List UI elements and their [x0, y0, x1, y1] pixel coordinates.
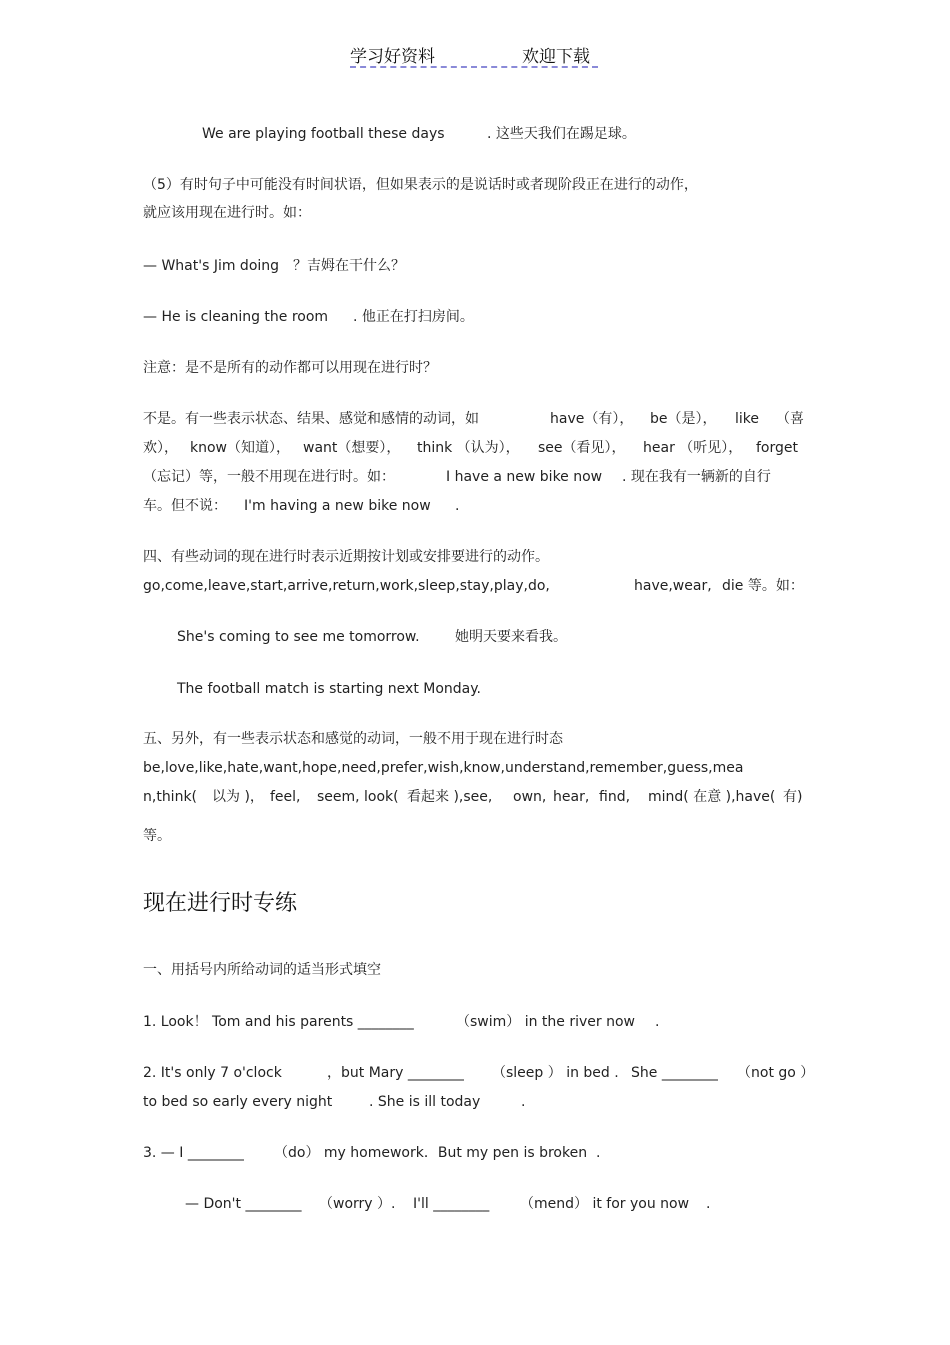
text-run: . 他正在打扫房间。	[353, 309, 474, 325]
text-run: She ________	[631, 1065, 718, 1081]
text-run: 一、用括号内所给动词的适当形式填空	[143, 962, 381, 978]
text-run: （worry ）.	[319, 1196, 396, 1212]
text-run: see（看见），	[538, 440, 626, 456]
text-run: 就应该用现在进行时。如：	[143, 205, 311, 221]
text-run: go,come,leave,start,arrive,return,work,sleep,stay,play,do,	[143, 578, 550, 594]
text-run: know（知道），	[190, 440, 290, 456]
text-run: （swim） in the river now	[456, 1014, 635, 1030]
text-run: ，but Mary ________	[327, 1065, 464, 1081]
text-run: We are playing football these days	[202, 126, 445, 142]
text-run: — What's Jim doing	[143, 258, 280, 274]
text-run: （mend） it for you now	[520, 1196, 690, 1212]
text-run: . 现在我有一辆新的自行	[622, 469, 771, 485]
text-run: （喜	[776, 411, 804, 427]
text-run: 3. — I ________	[143, 1145, 244, 1161]
text-run: own,	[513, 789, 547, 805]
text-run: She's coming to see me tomorrow.	[177, 629, 420, 645]
text-run: 注意：是不是所有的动作都可以用现在进行时？	[143, 360, 437, 376]
text-run: hear （听见），	[643, 440, 743, 456]
text-run: seem,	[317, 789, 360, 805]
text-run: 五、另外，有一些表示状态和感觉的动词，一般不用于现在进行时态	[143, 731, 563, 747]
text-run: 以为 )，	[212, 789, 264, 805]
text-run: 看起来 ),see,	[407, 789, 493, 805]
text-run: forget	[756, 440, 798, 456]
text-run: — He is cleaning the room	[143, 309, 329, 325]
text-run: mind( 在意 ),have(	[648, 789, 776, 805]
text-run: have,wear,	[634, 578, 712, 594]
text-run: 欢），	[143, 440, 178, 456]
text-run: I'm having a new bike now	[244, 498, 431, 514]
header-left-text: 学习好资料	[350, 47, 435, 67]
text-run: .	[655, 1014, 660, 1030]
text-run: think （认为），	[417, 440, 520, 456]
text-run: like	[735, 411, 760, 427]
text-run: 等。	[143, 828, 171, 844]
text-run: I'll ________	[413, 1196, 490, 1212]
text-run: （sleep ） in bed .	[492, 1065, 619, 1081]
text-run: 车。但不说：	[143, 498, 227, 514]
text-run: .	[706, 1196, 711, 1212]
text-run: I have a new bike now	[446, 469, 603, 485]
text-run: .	[596, 1145, 601, 1161]
text-run: look(	[364, 789, 399, 805]
text-run: — Don't ________	[185, 1196, 302, 1212]
text-run: . 这些天我们在踢足球。	[487, 126, 636, 142]
text-run: （do） my homework．But my pen is broken	[274, 1145, 588, 1161]
text-run: .	[521, 1094, 526, 1110]
text-run: be（是），	[650, 411, 717, 427]
text-run: feel,	[270, 789, 301, 805]
text-run: . She is ill today	[369, 1094, 481, 1110]
text-run: want（想要），	[303, 440, 401, 456]
section-title: 现在进行时专练	[143, 891, 298, 916]
text-run: 不是。有一些表示状态、结果、感觉和感情的动词，如	[143, 411, 479, 427]
text-run: 2. It's only 7 o'clock	[143, 1065, 282, 1081]
text-run: The football match is starting next Monday.	[177, 681, 481, 697]
text-run: hear,	[553, 789, 590, 805]
text-run: 1. Look！ Tom and his parents ________	[143, 1014, 414, 1030]
text-run: .	[455, 498, 460, 514]
text-run: 有)	[783, 789, 803, 805]
text-run: 四、有些动词的现在进行时表示近期按计划或安排要进行的动作。	[143, 549, 549, 565]
text-run: （忘记）等，一般不用现在进行时。如：	[143, 469, 395, 485]
text-run: die 等。如：	[722, 578, 804, 594]
text-run: n,think(	[143, 789, 198, 805]
text-run: have（有），	[550, 411, 634, 427]
text-run: ？吉姆在干什么？	[293, 258, 405, 274]
text-run: to bed so early every night	[143, 1094, 333, 1110]
text-run: find,	[599, 789, 631, 805]
text-run: （not go ）	[737, 1065, 815, 1081]
text-run: （5）有时句子中可能没有时间状语，但如果表示的是说话时或者现阶段正在进行的动作，	[143, 177, 698, 193]
page-header	[350, 40, 598, 68]
text-run: be,love,like,hate,want,hope,need,prefer,wish,know,understand,remember,guess,mea	[143, 760, 744, 776]
header-right-text: 欢迎下载	[522, 47, 590, 67]
text-run: 她明天要来看我。	[455, 629, 567, 645]
